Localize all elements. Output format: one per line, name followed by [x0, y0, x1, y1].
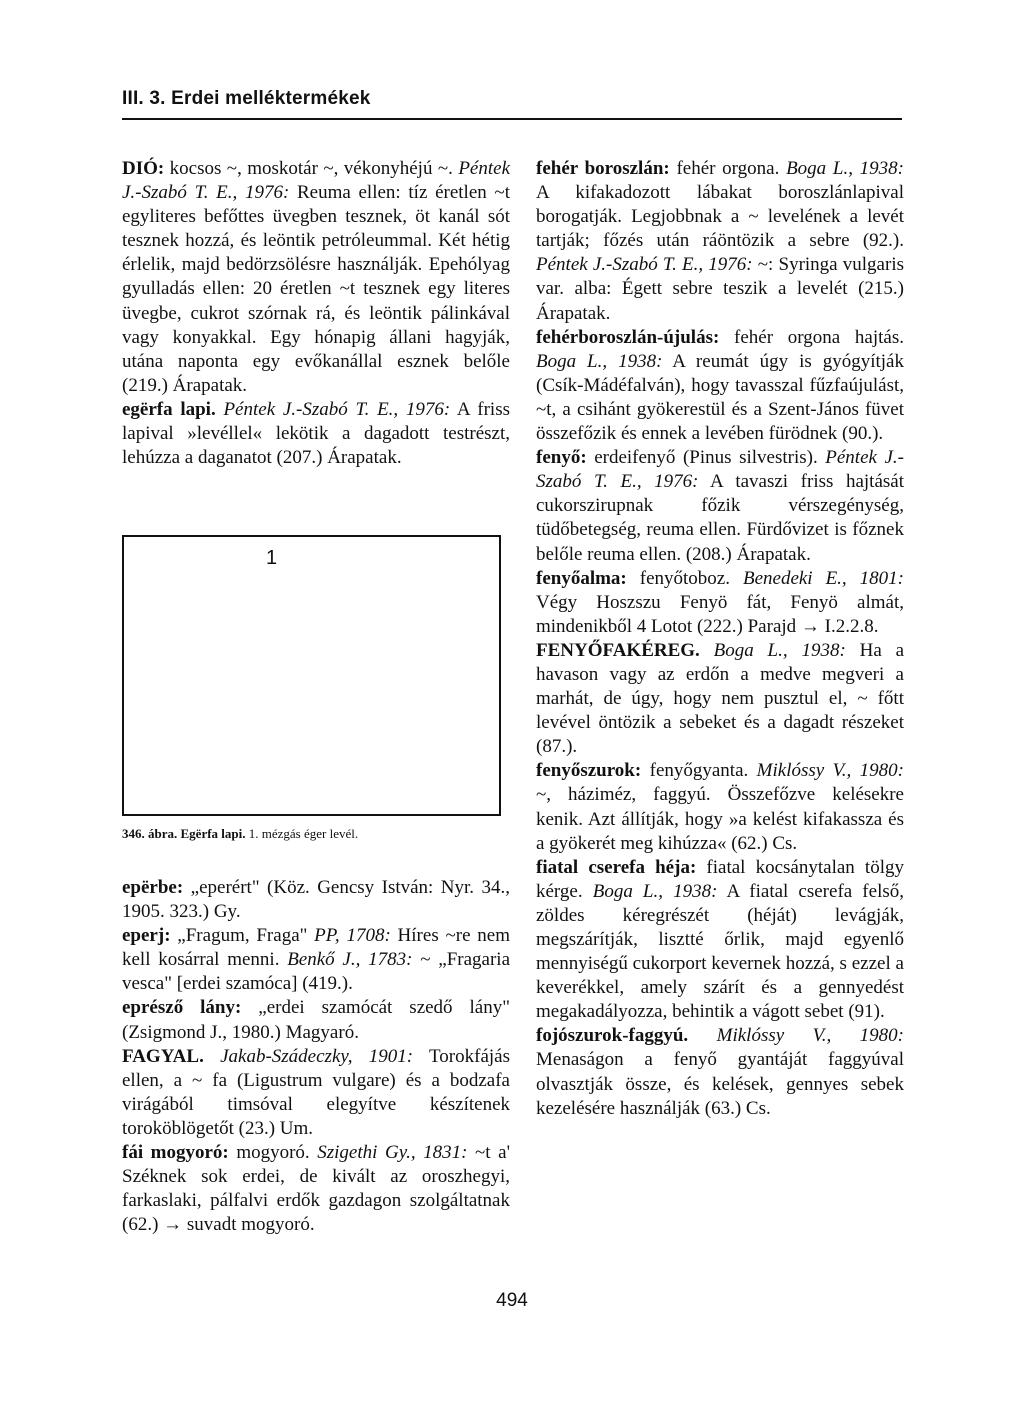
- dictionary-entry: [536, 856, 904, 1025]
- dictionary-entry: [536, 759, 904, 855]
- dictionary-entry: [122, 1141, 510, 1237]
- entry-source: Szigethi Gy., 1831:: [317, 1142, 468, 1164]
- section-title: III. 3. Erdei melléktermékek: [122, 88, 371, 109]
- entry-source: Boga L., 1938:: [786, 158, 905, 179]
- running-header: [122, 88, 902, 110]
- dictionary-entry: [536, 639, 904, 759]
- entry-text: fenyőgyanta.: [641, 760, 757, 782]
- entry-source: Jakab-Szádeczky, 1901:: [220, 1045, 414, 1067]
- entry-headword: FENYŐFAKÉREG.: [536, 639, 700, 661]
- entry-headword: eprésző lány:: [122, 997, 242, 1019]
- entry-text: ~, háziméz, faggyú. Összefőzve kelésekre kenik. Azt állítják, hogy »a kelést kifakassza és a gyökerét meg kihúzza« (62.) Cs.: [536, 784, 904, 854]
- entry-text: Torokfájás ellen, a ~ fa (Ligustrum vulgare) és a bodzafa virágából timsóval elegyítve készítenek toroköblögetőt (23.) Um.: [122, 1045, 510, 1139]
- entry-source: Miklóssy V., 1980:: [756, 760, 904, 782]
- entry-headword: fenyő:: [536, 447, 587, 469]
- entry-text: ~: Syringa vulgaris var. alba: Égett sebre teszik a levelét (215.) Árapatak.: [536, 254, 904, 324]
- entry-text: [204, 1046, 220, 1067]
- entry-text: A kifakadozott lábakat boroszlánlapival borogatják. Legjobbnak a ~ levelének a levét tartják; főzés után ráöntözik a sebre (92.).: [536, 182, 904, 252]
- dictionary-entry: [536, 567, 904, 639]
- dictionary-entry: [536, 446, 904, 566]
- entry-headword: fehér boroszlán:: [536, 158, 670, 179]
- entry-headword: fiatal cserefa héja:: [536, 856, 697, 878]
- entry-headword: fenyőalma:: [536, 567, 627, 589]
- entry-source: Boga L., 1938:: [536, 350, 663, 372]
- figure-caption: [122, 826, 358, 842]
- dictionary-entry: [122, 996, 510, 1044]
- entry-source: Péntek J.-Szabó T. E., 1976:: [122, 158, 510, 204]
- figure-caption-number: 346. ábra. Egërfa lapi.: [122, 826, 246, 841]
- entry-text: „eperért" (Köz. Gencsy István: Nyr. 34., 1905. 323.) Gy.: [122, 877, 510, 923]
- figure-label: 1: [266, 547, 278, 569]
- dictionary-entry: [122, 876, 510, 924]
- entry-headword: epërbe:: [122, 877, 184, 898]
- entry-source: Boga L., 1938:: [592, 880, 718, 902]
- entry-headword: eperj:: [122, 925, 171, 947]
- entry-text: Híres ~re nem kell kosárral menni.: [122, 925, 511, 971]
- entry-text: mogyoró.: [228, 1142, 318, 1164]
- entry-text: kocsos ~, moskotár ~, vékonyhéjú ~.: [164, 158, 459, 179]
- entry-source: Boga L., 1938:: [713, 639, 846, 661]
- dictionary-entry: [536, 326, 904, 446]
- entry-text: fehér orgona.: [669, 158, 787, 179]
- entry-source: Péntek J.-Szabó T. E., 1976:: [536, 254, 753, 276]
- left-column-bottom: [122, 876, 510, 1237]
- entry-headword: fojószurok-faggyú.: [536, 1025, 689, 1047]
- entry-source: PP, 1708:: [314, 925, 391, 947]
- entry-text: Ha a havason vagy az erdőn a medve megveri a marhát, de úgy, hogy nem pusztul el, ~ főtt levével öntözik a sebeket és a dagadt részeket (87.).: [536, 639, 905, 758]
- entry-source: Benkő J., 1783:: [287, 949, 413, 971]
- entry-headword: fenyőszurok:: [536, 760, 642, 782]
- entry-text: ~t a' Széknek sok erdei, de kivált az oroszhegyi, farkaslaki, pálfalvi erdők gazdagon szolgáltatnak (62.) → suvadt mogyoró.: [122, 1142, 510, 1236]
- figure-caption-text: 1. mézgás éger levél.: [245, 826, 359, 841]
- entry-source: Benedeki E., 1801:: [742, 567, 904, 589]
- header-rule: [122, 118, 902, 120]
- entry-text: Végy Hoszszu Fenyö fát, Fenyö almát, mindenikből 4 Lotot (222.) Parajd → I.2.2.8.: [536, 591, 904, 637]
- entry-headword: fehérboroszlán-újulás:: [536, 326, 720, 348]
- dictionary-entry: [122, 157, 510, 398]
- entry-text: Menaságon a fenyő gyantáját faggyúval olvasztják össze, és kelések, gennyes sebek kezelésére használják (63.) Cs.: [536, 1049, 904, 1119]
- entry-text: Reuma ellen: tíz éretlen ~t egyliteres befőttes üvegben tesznek, öt kanál sót tesznek hozzá, és leöntik petróleummal. Két hétig érlelik, majd bedörzsölésre használják. Epehólyag gyulladás ellen: 20 éretlen ~t tesznek egy literes üvegbe, cukrot szórnak rá, és leöntik pálinkával vagy konyakkal. Egy hónapig állani hagyják, utána naponta egy evőkanállal esznek belőle (219.) Árapatak.: [122, 182, 510, 396]
- entry-text: fiatal kocsánytalan tölgy kérge.: [536, 856, 904, 902]
- dictionary-entry: [122, 1045, 510, 1141]
- dictionary-entry: [122, 398, 510, 470]
- entry-text: erdeifenyő (Pinus silvestris).: [586, 447, 826, 469]
- entry-headword: fái mogyoró:: [122, 1142, 229, 1164]
- entry-text: A friss lapival »levéllel« lekötik a dagadott testrészt, lehúzza a daganatot (207.) Árapatak.: [122, 398, 510, 469]
- entry-text: „erdei szamócát szedő lány" (Zsigmond J., 1980.) Magyaró.: [122, 997, 510, 1043]
- page-number: 494: [496, 1290, 528, 1311]
- entry-source: Péntek J.-Szabó T. E., 1976:: [536, 447, 905, 493]
- entry-text: A tavaszi friss hajtását cukorszirupnak főzik vérszegénység, tüdőbetegség, reuma ellen. Fürdővizet is főznek belőle reuma ellen. (208.) Árapatak.: [536, 471, 904, 565]
- entry-headword: egërfa lapi.: [122, 398, 216, 420]
- left-column-top: [122, 157, 510, 470]
- right-column: [536, 157, 904, 1121]
- entry-text: [700, 640, 714, 661]
- entry-text: „Fragum, Fraga": [170, 925, 315, 947]
- entry-text: ~ „Fragaria vesca" [erdei szamóca] (419.).: [122, 949, 510, 995]
- figure-frame: [122, 535, 501, 816]
- entry-headword: FAGYAL.: [122, 1045, 204, 1067]
- entry-source: Péntek J.-Szabó T. E., 1976:: [223, 398, 451, 420]
- entry-text: fenyőtoboz.: [626, 567, 743, 589]
- entry-text: A fiatal cserefa felső, zöldes kéregrészét (héját) levágják, megszárítják, lisztté őrlik, majd egyenlő mennyiségű cukorport kevernek hozzá, s ezzel a keverékkel, amely szárít és a gennyedést megakadályozza, behintik a vágott sebet (91).: [536, 880, 904, 1023]
- entry-text: A reumát úgy is gyógyítják (Csík-Mádéfalván), hogy tavasszal fűzfaújulást, ~t, a csihánt gyökerestül és a Szent-János füvet összefőzik és ennek a levében fürödnek (90.).: [536, 350, 904, 445]
- dictionary-entry: [536, 157, 904, 326]
- entry-text: [688, 1025, 716, 1046]
- entry-headword: DIÓ:: [122, 158, 165, 179]
- entry-text: fehér orgona hajtás.: [719, 326, 904, 348]
- dictionary-entry: [122, 924, 510, 996]
- dictionary-entry: [536, 1024, 904, 1120]
- entry-source: Miklóssy V., 1980:: [716, 1025, 905, 1047]
